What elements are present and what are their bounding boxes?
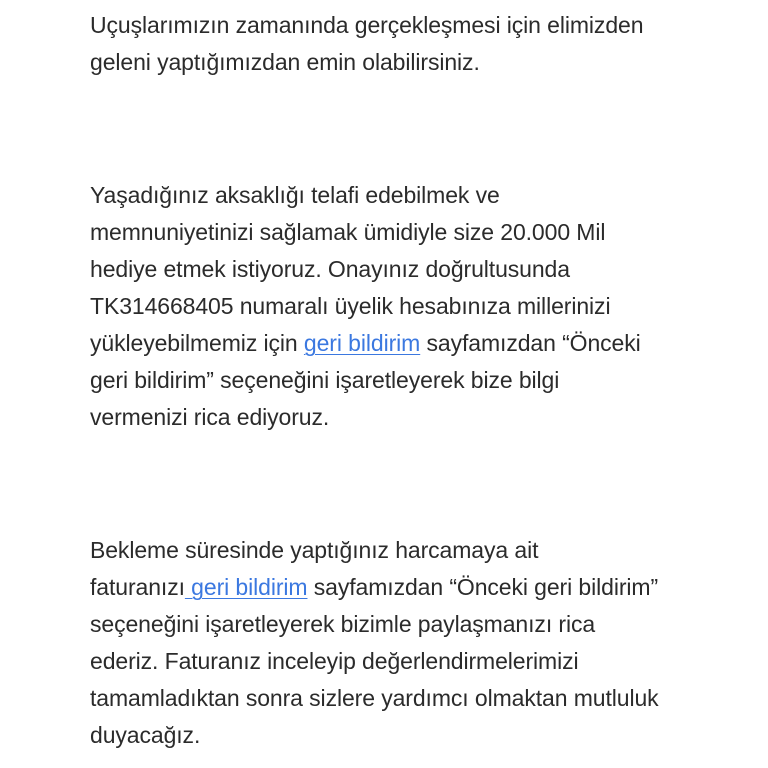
text-segment: sayfamızdan “Önceki [420, 330, 641, 356]
text-line: vermenizi rica ediyoruz. [90, 404, 330, 430]
text-line: geleni yaptığımızdan emin olabilirsiniz. [90, 49, 480, 75]
text-line-with-link [90, 569, 658, 606]
text-line: Yaşadığınız aksaklığı telafi edebilmek ve [90, 182, 500, 208]
text-line: memnuniyetinizi sağlamak ümidiyle size 20.000 Mil [90, 219, 606, 245]
text-line: duyacağız. [90, 722, 201, 748]
text-segment: sayfamızdan “Önceki geri bildirim” [307, 574, 659, 600]
text-line: ederiz. Faturanız inceleyip değerlendirmelerimizi [90, 648, 579, 674]
text-line: TK314668405 numaralı üyelik hesabınıza millerinizi [90, 293, 611, 319]
text-segment: faturanızı [90, 574, 185, 600]
text-line-with-link [90, 325, 641, 362]
feedback-link[interactable]: geri bildirim [184, 574, 308, 600]
text-segment: yükleyebilmemiz için [90, 330, 304, 356]
text-line: tamamladıktan sonra sizlere yardımcı olmaktan mutluluk [90, 685, 659, 711]
feedback-link[interactable]: geri bildirim [303, 330, 421, 356]
text-line: geri bildirim” seçeneğini işaretleyerek bize bilgi [90, 367, 560, 393]
text-line: Bekleme süresinde yaptığınız harcamaya ait [90, 537, 539, 563]
text-line: Uçuşlarımızın zamanında gerçekleşmesi için elimizden [90, 12, 644, 38]
text-line: hediye etmek istiyoruz. Onayınız doğrultusunda [90, 256, 570, 282]
text-line: seçeneğini işaretleyerek bizimle paylaşmanızı rica [90, 611, 596, 637]
